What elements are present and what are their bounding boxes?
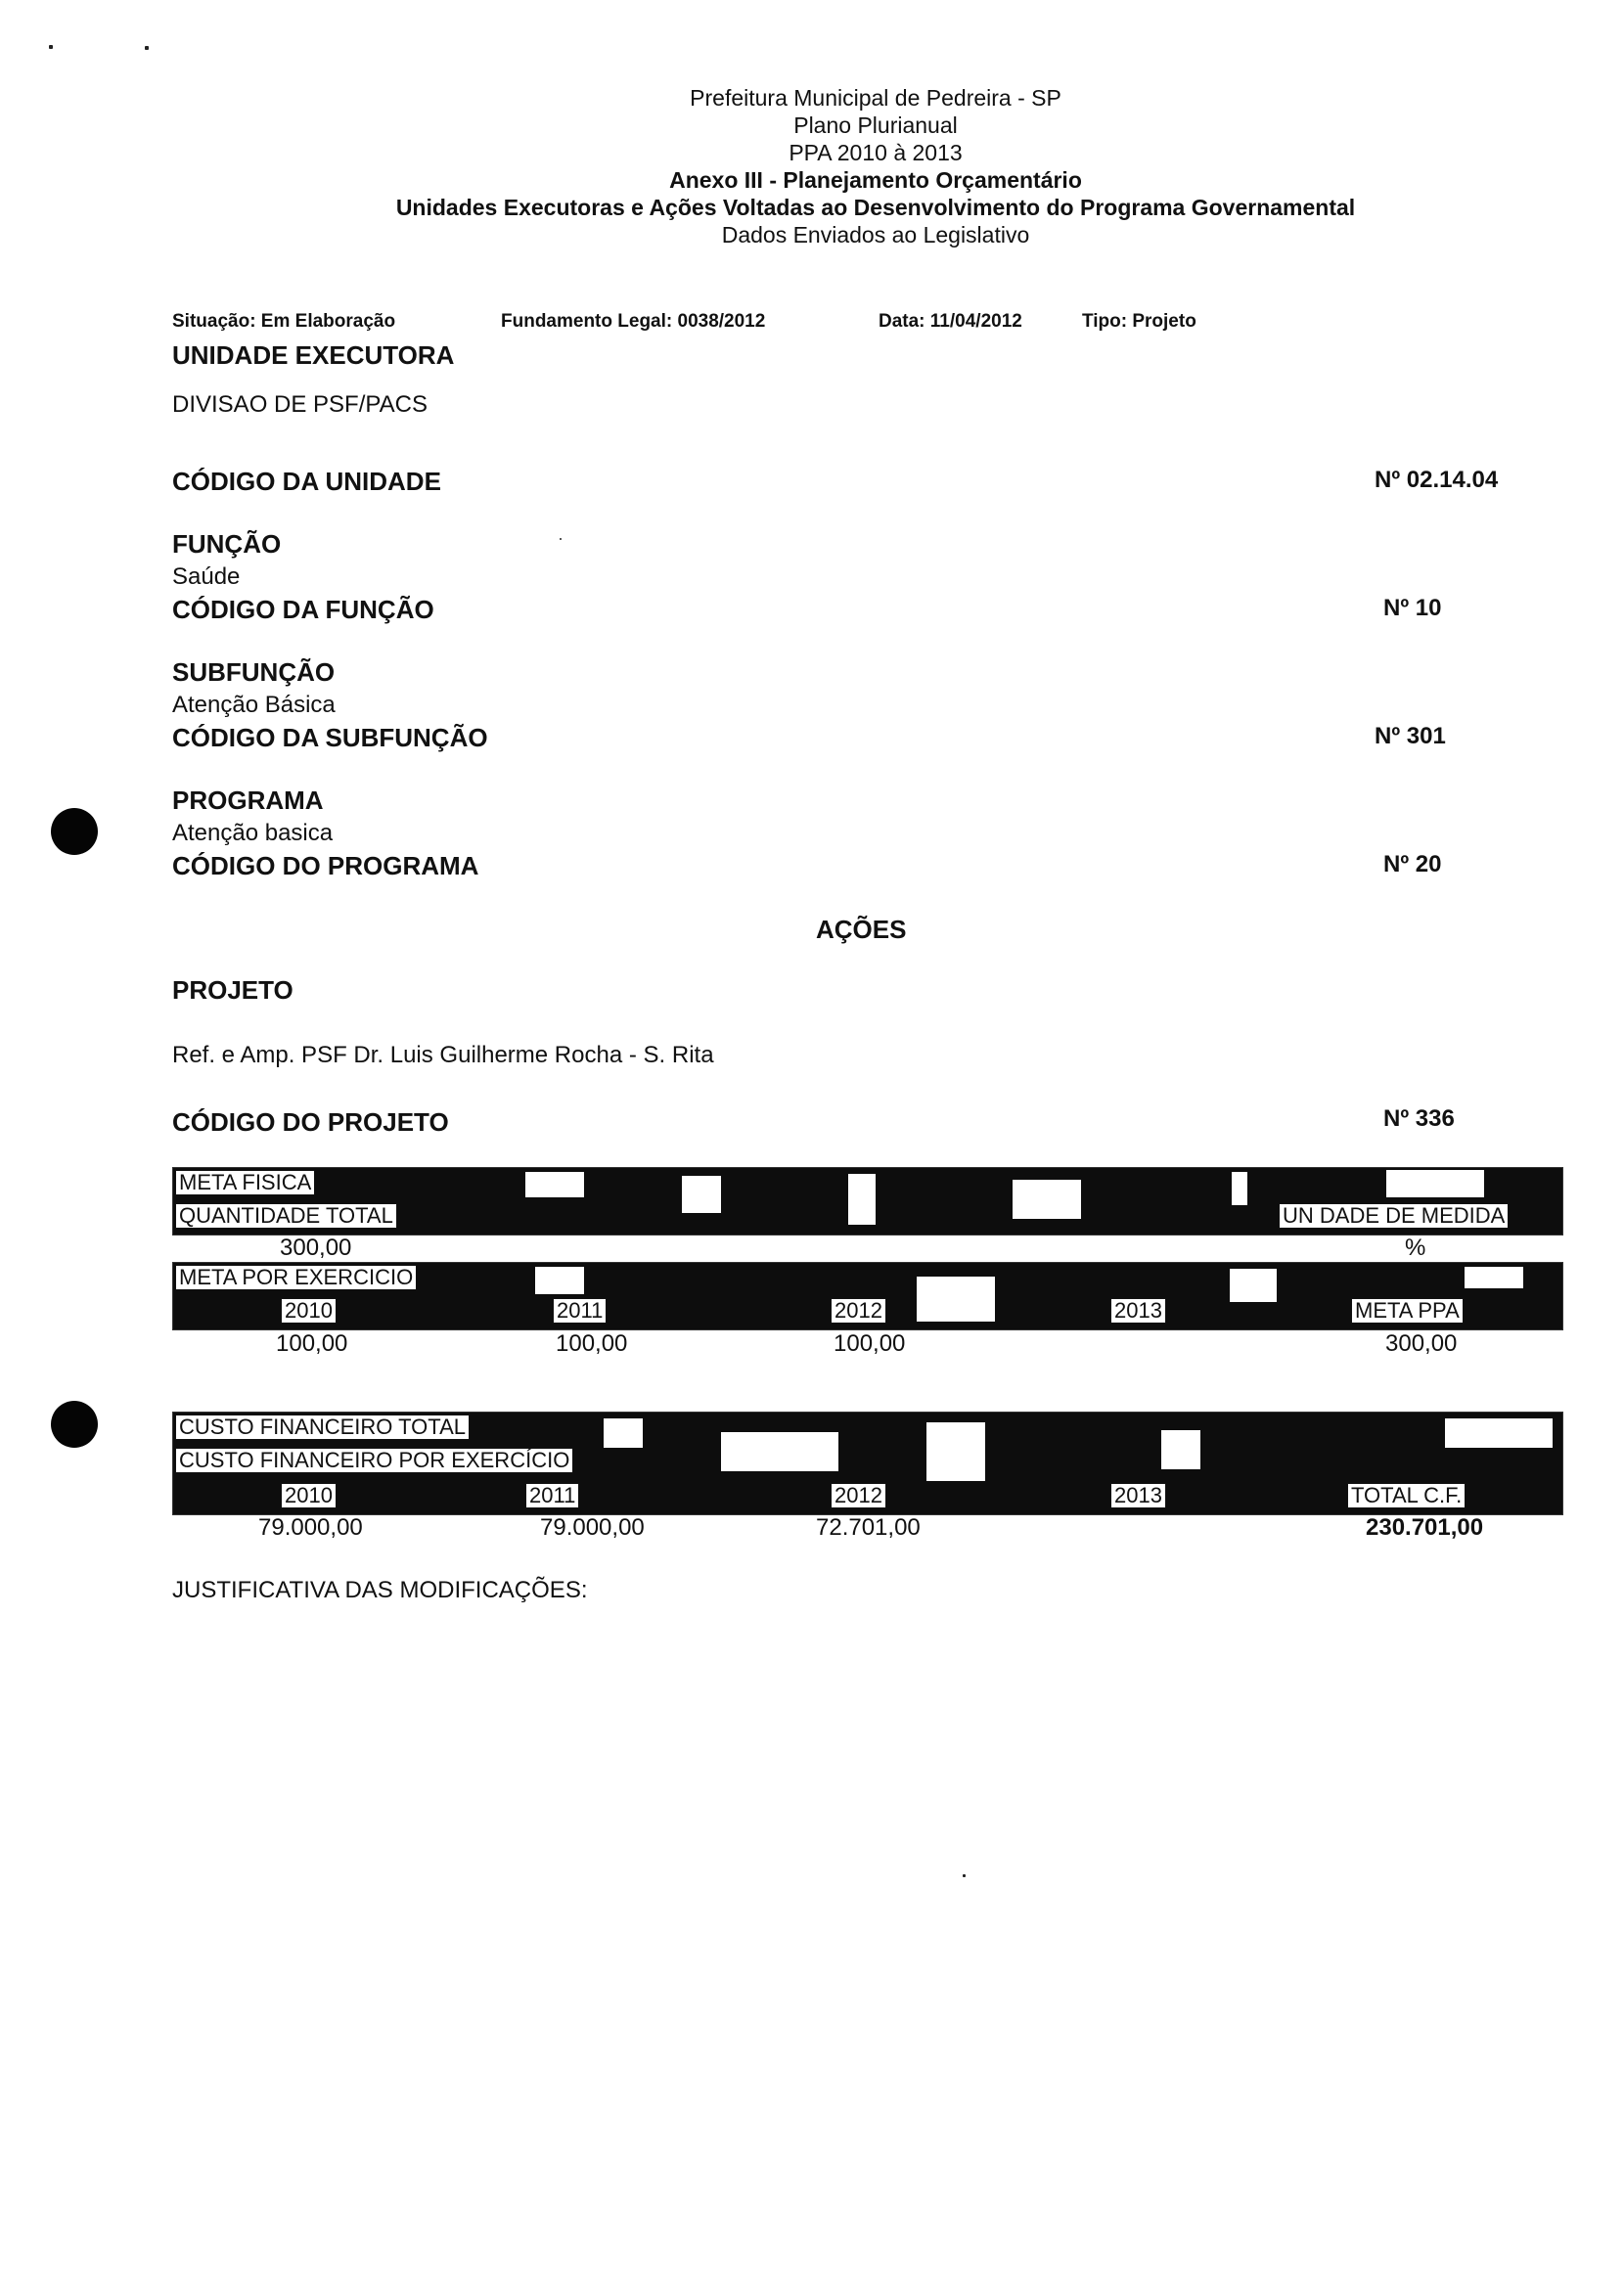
- meta-year-2012: 2012: [831, 1298, 886, 1324]
- meta-por-exercicio-label: META POR EXERCICIO: [175, 1265, 417, 1290]
- quantidade-total-value: 300,00: [280, 1235, 352, 1261]
- header-line-3: PPA 2010 à 2013: [789, 140, 963, 165]
- codigo-unidade-value: Nº 02.14.04: [1375, 467, 1499, 493]
- acoes-label: AÇÕES: [816, 915, 907, 944]
- unidade-label: UNIDADE EXECUTORA: [172, 340, 455, 370]
- tipo-text: Tipo: Projeto: [1082, 311, 1196, 332]
- justificativa-label: JUSTIFICATIVA DAS MODIFICAÇÕES:: [172, 1577, 588, 1603]
- codigo-programa-value: Nº 20: [1383, 851, 1442, 877]
- scan-noise: [1465, 1267, 1523, 1288]
- codigo-programa-label: CÓDIGO DO PROGRAMA: [172, 851, 479, 880]
- punch-hole: [51, 808, 98, 855]
- unidade-value: DIVISAO DE PSF/PACS: [172, 391, 428, 418]
- custo-por-exercicio-label: CUSTO FINANCEIRO POR EXERCÍCIO: [175, 1448, 573, 1473]
- situacao-text: Situação: Em Elaboração: [172, 311, 396, 332]
- meta-value-2010: 100,00: [276, 1330, 348, 1357]
- scan-noise: [1161, 1430, 1200, 1469]
- meta-ppa-value: 300,00: [1385, 1330, 1458, 1357]
- scan-noise: [1386, 1170, 1484, 1197]
- punch-hole: [51, 1401, 98, 1448]
- unidade-medida-value: %: [1405, 1235, 1426, 1261]
- scan-noise: [1445, 1418, 1553, 1448]
- meta-fisica-band: [172, 1167, 1563, 1235]
- meta-exercicio-band: [172, 1262, 1563, 1330]
- programa-label: PROGRAMA: [172, 786, 324, 815]
- total-cf-label: TOTAL C.F.: [1347, 1483, 1466, 1508]
- scan-noise: [721, 1432, 838, 1471]
- funcao-value: Saúde: [172, 563, 241, 590]
- custo-value-2011: 79.000,00: [540, 1514, 645, 1541]
- custo-value-2012: 72.701,00: [816, 1514, 921, 1541]
- custo-year-2011: 2011: [525, 1483, 579, 1508]
- document-header: [0, 84, 1624, 248]
- codigo-subfuncao-value: Nº 301: [1375, 723, 1446, 749]
- codigo-subfuncao-label: CÓDIGO DA SUBFUNÇÃO: [172, 723, 488, 752]
- codigo-unidade-label: CÓDIGO DA UNIDADE: [172, 467, 441, 496]
- scan-noise: [682, 1176, 721, 1213]
- funcao-label: FUNÇÃO: [172, 529, 282, 559]
- codigo-projeto-value: Nº 336: [1383, 1105, 1455, 1132]
- projeto-value: Ref. e Amp. PSF Dr. Luis Guilherme Rocha - S. Rita: [172, 1042, 714, 1068]
- scan-noise: [1230, 1269, 1277, 1302]
- scan-noise: [848, 1174, 876, 1225]
- header-line-6: Dados Enviados ao Legislativo: [721, 222, 1030, 247]
- meta-ppa-label: META PPA: [1351, 1298, 1464, 1324]
- meta-year-2013: 2013: [1110, 1298, 1166, 1324]
- header-line-4: Anexo III - Planejamento Orçamentário: [669, 167, 1082, 193]
- header-line-5: Unidades Executoras e Ações Voltadas ao Desenvolvimento do Programa Governamental: [395, 195, 1356, 220]
- header-line-1: Prefeitura Municipal de Pedreira - SP: [690, 85, 1061, 111]
- codigo-projeto-label: CÓDIGO DO PROJETO: [172, 1107, 449, 1137]
- scan-mark: [560, 538, 562, 540]
- meta-fisica-title: META FISICA: [175, 1170, 315, 1195]
- meta-value-2011: 100,00: [556, 1330, 628, 1357]
- quantidade-total-label: QUANTIDADE TOTAL: [175, 1203, 397, 1229]
- scan-mark: [963, 1874, 966, 1877]
- scan-noise: [917, 1277, 995, 1322]
- data-text: Data: 11/04/2012: [879, 311, 1022, 332]
- custo-total-title: CUSTO FINANCEIRO TOTAL: [175, 1415, 470, 1440]
- scan-noise: [525, 1172, 584, 1197]
- custo-financeiro-band: [172, 1412, 1563, 1515]
- custo-year-2010: 2010: [281, 1483, 337, 1508]
- total-cf-value: 230.701,00: [1366, 1514, 1484, 1541]
- scan-noise: [535, 1267, 584, 1294]
- programa-value: Atenção basica: [172, 820, 334, 846]
- scan-mark: [145, 46, 149, 50]
- scan-noise: [926, 1422, 985, 1481]
- custo-year-2012: 2012: [831, 1483, 886, 1508]
- meta-value-2012: 100,00: [834, 1330, 906, 1357]
- meta-year-2010: 2010: [281, 1298, 337, 1324]
- subfuncao-value: Atenção Básica: [172, 692, 336, 718]
- header-line-2: Plano Plurianual: [793, 112, 958, 138]
- fundamento-text: Fundamento Legal: 0038/2012: [501, 311, 766, 332]
- scan-noise: [1232, 1172, 1247, 1205]
- codigo-funcao-label: CÓDIGO DA FUNÇÃO: [172, 595, 434, 624]
- custo-value-2010: 79.000,00: [258, 1514, 363, 1541]
- scan-mark: [49, 45, 53, 49]
- subfuncao-label: SUBFUNÇÃO: [172, 657, 336, 687]
- scan-noise: [1013, 1180, 1081, 1219]
- meta-year-2011: 2011: [553, 1298, 607, 1324]
- codigo-funcao-value: Nº 10: [1383, 595, 1442, 621]
- scan-noise: [604, 1418, 643, 1448]
- custo-year-2013: 2013: [1110, 1483, 1166, 1508]
- projeto-label: PROJETO: [172, 975, 293, 1005]
- unidade-medida-label: UN DADE DE MEDIDA: [1279, 1203, 1509, 1229]
